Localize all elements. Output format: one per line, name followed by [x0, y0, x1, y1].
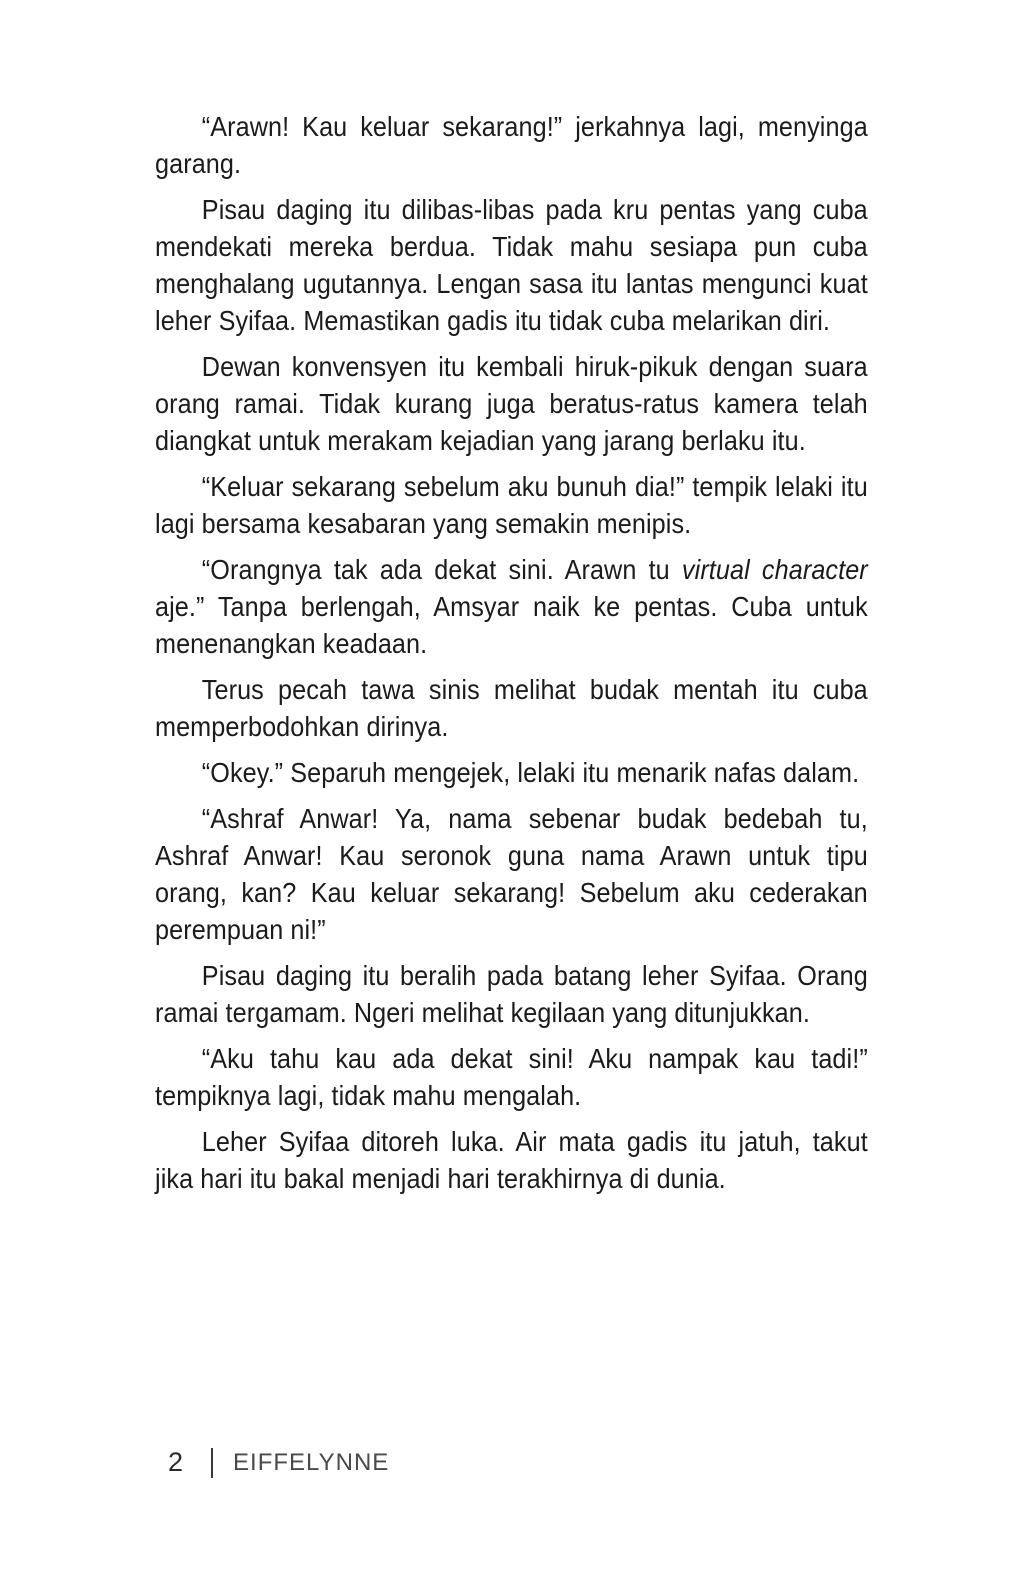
paragraph: [155, 671, 868, 745]
paragraph: [155, 1123, 868, 1197]
paragraph: [155, 551, 868, 662]
text-run: Leher Syifaa ditoreh luka. Air mata gadis itu jatuh, takut jika hari itu bakal menjadi hari terakhirnya di dunia.: [155, 1126, 868, 1194]
paragraph: [155, 800, 868, 948]
paragraph: [155, 348, 868, 459]
text-run: Terus pecah tawa sinis melihat budak mentah itu cuba memperbodohkan dirinya.: [155, 674, 868, 742]
paragraph: [155, 108, 868, 182]
text-run: “Aku tahu kau ada dekat sini! Aku nampak kau tadi!” tempiknya lagi, tidak mahu mengalah.: [155, 1043, 868, 1111]
text-run: “Keluar sekarang sebelum aku bunuh dia!” tempik lelaki itu lagi bersama kesabaran yang semakin menipis.: [155, 471, 868, 539]
page-footer: [168, 1447, 389, 1478]
footer-divider: [211, 1448, 213, 1478]
paragraph: [155, 191, 868, 339]
book-title: EIFFELYNNE: [233, 1448, 390, 1476]
page-number: 2: [168, 1447, 184, 1477]
text-run: “Arawn! Kau keluar sekarang!” jerkahnya lagi, menyinga garang.: [155, 111, 868, 179]
body-text: [155, 108, 868, 1206]
text-run: “Ashraf Anwar! Ya, nama sebenar budak bedebah tu, Ashraf Anwar! Kau seronok guna nama Arawn untuk tipu orang, kan? Kau keluar sekarang! Sebelum aku cederakan perempuan ni!”: [155, 803, 868, 945]
text-run: Pisau daging itu beralih pada batang leher Syifaa. Orang ramai tergamam. Ngeri melihat kegilaan yang ditunjukkan.: [155, 960, 868, 1028]
text-run: Dewan konvensyen itu kembali hiruk-pikuk dengan suara orang ramai. Tidak kurang juga beratus-ratus kamera telah diangkat untuk merakam kejadian yang jarang berlaku itu.: [155, 351, 868, 456]
text-run: “Okey.” Separuh mengejek, lelaki itu menarik nafas dalam.: [201, 757, 860, 788]
italic-run: virtual character: [681, 554, 868, 585]
paragraph: [155, 754, 868, 791]
paragraph: [155, 957, 868, 1031]
text-run: aje.” Tanpa berlengah, Amsyar naik ke pentas. Cuba untuk menenangkan keadaan.: [155, 591, 868, 659]
paragraph: [155, 1040, 868, 1114]
text-run: Pisau daging itu dilibas-libas pada kru pentas yang cuba mendekati mereka berdua. Tidak mahu sesiapa pun cuba menghalang ugutannya. Lengan sasa itu lantas mengunci kuat leher Syifaa. Memastikan gadis itu tidak cuba melarikan diri.: [155, 194, 868, 336]
text-run: “Orangnya tak ada dekat sini. Arawn tu: [201, 554, 682, 585]
paragraph: [155, 468, 868, 542]
